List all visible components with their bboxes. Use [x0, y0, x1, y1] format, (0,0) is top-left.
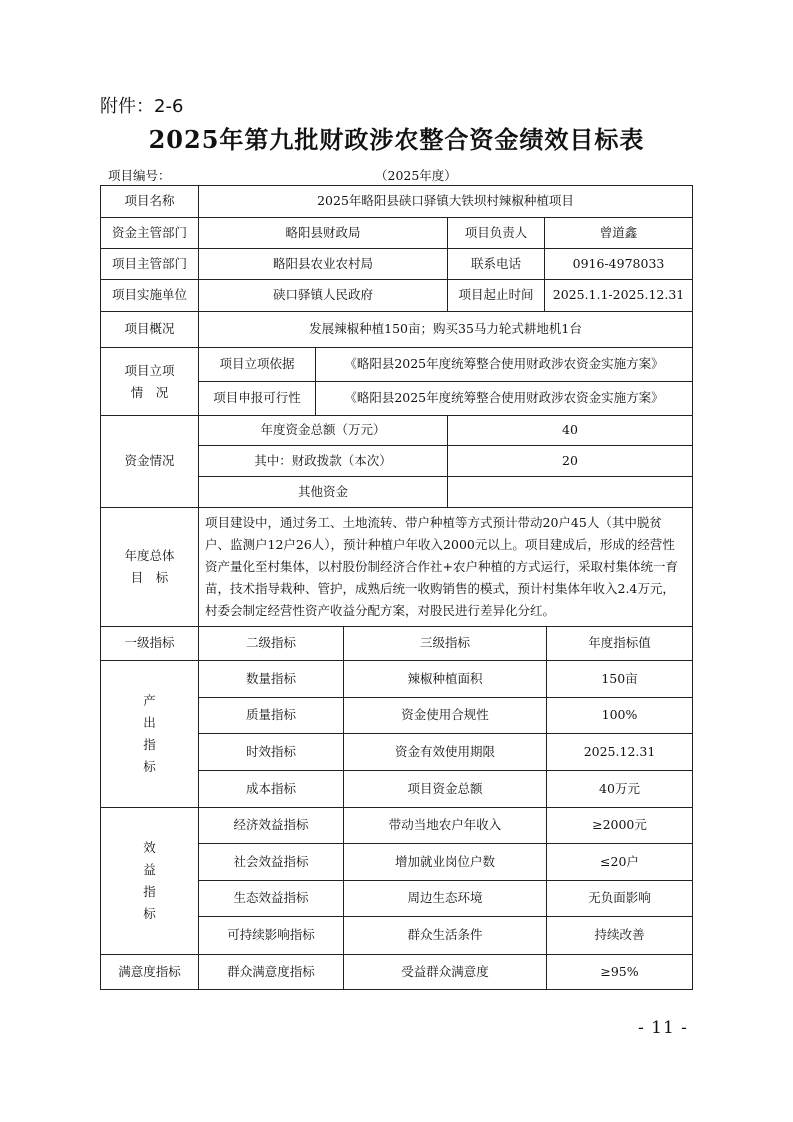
- level2-cell: 社会效益指标: [199, 844, 344, 881]
- header-value: 年度指标值: [547, 627, 693, 661]
- performance-table: [100, 185, 693, 990]
- satisfaction-label: 满意度指标: [101, 955, 199, 990]
- level3-cell: 资金有效使用期限: [344, 734, 547, 771]
- page-number: - 11 -: [638, 1018, 688, 1038]
- row-impl: [101, 280, 693, 312]
- funds-fiscal-value: 20: [448, 446, 693, 477]
- row-approval-basis: [101, 348, 693, 382]
- period-label: 项目起止时间: [448, 280, 545, 312]
- row-overview: [101, 312, 693, 348]
- fund-dept-value: 略阳县财政局: [199, 218, 448, 249]
- value-cell: 无负面影响: [547, 881, 693, 917]
- row-funds-total: [101, 416, 693, 446]
- leader-label: 项目负责人: [448, 218, 545, 249]
- output-label-char: 出: [143, 715, 156, 730]
- proj-dept-label: 项目主管部门: [101, 249, 199, 280]
- basis-value: 《略阳县2025年度统筹整合使用财政涉农资金实施方案》: [316, 348, 693, 382]
- benefit-label-char: 效: [143, 840, 156, 855]
- benefit-label-char: 标: [143, 906, 156, 921]
- goal-label-line2: 目 标: [130, 570, 169, 585]
- output-label-char: 指: [143, 737, 156, 752]
- level3-cell: 群众生活条件: [344, 917, 547, 955]
- output-label: [101, 661, 199, 808]
- year-label: （2025年度）: [375, 168, 457, 183]
- period-value: 2025.1.1-2025.12.31: [545, 280, 693, 312]
- basis-label: 项目立项依据: [199, 348, 316, 382]
- value-cell: ≤20户: [547, 844, 693, 881]
- output-label-char: 标: [143, 759, 156, 774]
- value-cell: 2025.12.31: [547, 734, 693, 771]
- project-code-label: 项目编号：: [108, 168, 171, 183]
- feasibility-label: 项目申报可行性: [199, 382, 316, 416]
- overview-label: 项目概况: [101, 312, 199, 348]
- goal-label-line1: 年度总体: [124, 548, 175, 563]
- proj-dept-value: 略阳县农业农村局: [199, 249, 448, 280]
- row-goal: [101, 508, 693, 627]
- level2-cell: 经济效益指标: [199, 808, 344, 844]
- feasibility-value: 《略阳县2025年度统筹整合使用财政涉农资金实施方案》: [316, 382, 693, 416]
- row-indicator-headers: [101, 627, 693, 661]
- level2-cell: 时效指标: [199, 734, 344, 771]
- level2-cell: 可持续影响指标: [199, 917, 344, 955]
- level3-cell: 辣椒种植面积: [344, 661, 547, 698]
- level3-cell: 周边生态环境: [344, 881, 547, 917]
- table-row: [101, 955, 693, 990]
- value-cell: 150亩: [547, 661, 693, 698]
- leader-value: 曾道鑫: [545, 218, 693, 249]
- funds-other-label: 其他资金: [199, 477, 448, 508]
- row-project-name: [101, 186, 693, 218]
- benefit-label-char: 指: [143, 884, 156, 899]
- level2-cell: 质量指标: [199, 698, 344, 734]
- phone-value: 0916-4978033: [545, 249, 693, 280]
- project-name-label: 项目名称: [101, 186, 199, 218]
- row-proj-dept: [101, 249, 693, 280]
- table-row: [101, 808, 693, 844]
- impl-label: 项目实施单位: [101, 280, 199, 312]
- funds-fiscal-label: 其中：财政拨款（本次）: [199, 446, 448, 477]
- level3-cell: 带动当地农户年收入: [344, 808, 547, 844]
- level2-cell: 成本指标: [199, 771, 344, 808]
- approval-label-line1: 项目立项: [124, 362, 175, 378]
- level3-cell: 项目资金总额: [344, 771, 547, 808]
- approval-label: [101, 348, 199, 416]
- funds-label: 资金情况: [101, 416, 199, 508]
- level2-cell: 数量指标: [199, 661, 344, 698]
- benefit-label: [101, 808, 199, 955]
- table-row: [101, 661, 693, 698]
- level3-cell: 增加就业岗位户数: [344, 844, 547, 881]
- impl-value: 硖口驿镇人民政府: [199, 280, 448, 312]
- header-level1: 一级指标: [101, 627, 199, 661]
- value-cell: 持续改善: [547, 917, 693, 955]
- row-fund-dept: [101, 218, 693, 249]
- value-cell: 100%: [547, 698, 693, 734]
- funds-total-value: 40: [448, 416, 693, 446]
- benefit-label-char: 益: [143, 862, 156, 877]
- overview-value: 发展辣椒种植150亩；购买35马力轮式耕地机1台: [199, 312, 693, 348]
- value-cell: ≥95%: [547, 955, 693, 990]
- goal-text: 项目建设中，通过务工、土地流转、带户种植等方式预计带动20户45人（其中脱贫户、监测户12户26人），预计种植户年收入2000元以上。项目建成后，形成的经营性资产量化至村集体，以村股份制经济合作社+农户种植的方式运行，采取村集体统一育苗，技术指导栽种、管护，成熟后统一收购销售的模式，预计村集体年收入2.4万元，村委会制定经营性资产收益分配方案，对股民进行差异化分红。: [199, 508, 693, 627]
- page-title: 2025年第九批财政涉农整合资金绩效目标表: [148, 125, 645, 154]
- level3-cell: 资金使用合规性: [344, 698, 547, 734]
- attachment-label: 附件：2-6: [100, 96, 184, 117]
- level3-cell: 受益群众满意度: [344, 955, 547, 990]
- value-cell: 40万元: [547, 771, 693, 808]
- value-cell: ≥2000元: [547, 808, 693, 844]
- goal-label: [101, 508, 199, 627]
- output-label-char: 产: [143, 693, 156, 708]
- funds-total-label: 年度资金总额（万元）: [199, 416, 448, 446]
- level2-cell: 生态效益指标: [199, 881, 344, 917]
- fund-dept-label: 资金主管部门: [101, 218, 199, 249]
- header-level3: 三级指标: [344, 627, 547, 661]
- project-name-value: 2025年略阳县硖口驿镇大铁坝村辣椒种植项目: [199, 186, 693, 218]
- funds-other-value: [448, 477, 693, 508]
- header-level2: 二级指标: [199, 627, 344, 661]
- phone-label: 联系电话: [448, 249, 545, 280]
- level2-cell: 群众满意度指标: [199, 955, 344, 990]
- approval-label-line2: 情 况: [130, 384, 169, 400]
